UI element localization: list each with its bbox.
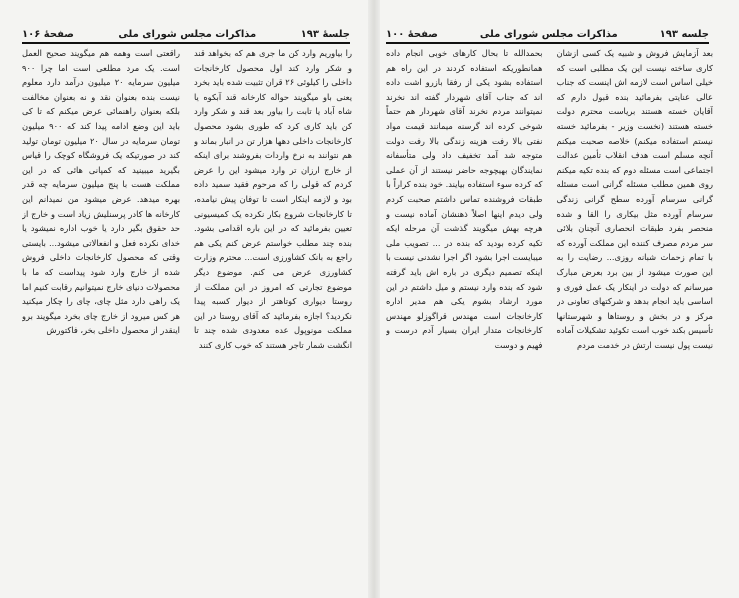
text-column-left: [22, 46, 180, 544]
column-text: را بیاوریم وارد کن ما جری هم که بخواهد قند و شکر وارد کند اول محصول کارخانجات داخلی را کیلوئی ۲۶ قران تثبیت شده باید بخرد یعنی باو میگویند حواله کارخانه قند آبکوه یا شاه آباد یا تابت را بیاور بعد قند و شکر وارد کن باید کاری کرد که طوری بشود محصول کارخانجات داخلی دهها هزار تن در انبار بماند و هم نتوانند به نرخ واردات بفروشند برای اینکه از خارج ارزان تر وارد میشود این را عرض کردم که قولی را که مرحوم فقید سمید داده بود و لازمه اینکار است تا توفان پیش نیامده، تا کارخانجات شروع بکار نکرده یک کمیسیونی تعیین بفرمائید که در این باره اقدامی بشود. بنده چند مطلب خواستم عرض کنم یکی هم راجع به بانک کشاورزی است... محترم وزارت کشاورزی عرض می کنم. موضوع دیگر موضوع تجارتی که امروز در این مملکت از روستا دیواری کوتاهتر از دیوار کسبه پیدا نکردید؟ اجازه بفرمائید که آقای روستا در این مملکت مونوپول عده معدودی شده چند تا انگشت شمار تاجر هستند که خوب کاری کنند: [194, 48, 352, 350]
header-rule: [22, 42, 350, 44]
text-columns: [386, 46, 713, 544]
running-title: مذاکرات مجلس شورای ملی: [118, 29, 257, 40]
right-page: [378, 0, 739, 598]
text-columns: [22, 46, 352, 544]
running-title: مذاکرات مجلس شورای ملی: [479, 29, 618, 40]
page-number: صفحهٔ ۱۰۶: [22, 29, 74, 40]
column-text: بحمدالله تا بحال کارهای خوبی انجام داده همانطوریکه استفاده کردند در این راه هم استفاده بشود یکی از رفقا بازرو اشت داده اند که جناب آقای شهردار گفته اند نخرند نمیتوانند مردم نخرند آقای شهردار هم حتماً شوخی کرده اند گرسنه میمانند قیمت مواد نفتی بالا رفت هزینه زندگی بالا رفت دولت متوجه شد آمد تخفیف داد ولی متأسفانه نمایندگان بهیچوجه حاضر نیستند از آن عملی که کرده سوء استفاده بیایند. خود بنده کراراً با طبقات فروشنده تماس داشتم صحبت کردم ولی دیدم اینها اصلاً ذهنشان آماده نیست و هرچه بهش میگویند گذشت آن مرحله ایکه تکیه کرده بودید که بنده در ... تصویب ملی میبایست اجرا بشود اگر اجرا نشدنی نیست با اینکه تصمیم دیگری در باره اش باید گرفته شود که بنده وارد نیستم و میل داشتم در این مورد ارشاد بشوم یکی هم مدیر اداره کارخانجات است مهندس قراگوزلو مهندس کارخانجات متدار ایران بسیار آدم درست و فهیم و دوست: [386, 48, 543, 350]
page-header: [386, 26, 709, 40]
text-column-left: [386, 46, 543, 544]
text-column-right: [557, 46, 714, 544]
column-text: بعد آزمایش فروش و شبیه یک کسی ازشان کاری ساخته نیست این یک مطلبی است که خیلی اساس است لازمه اش اینست که جناب عالی عنایتی بفرمائید بنده قبول دارم که آقایان خسته هستند بریاست محترم دولت خسته هستند (نخست وزیر - بفرمائید خسته نیستم استفاده میکنم) خلاصه صحبت میکنم آنچه مسلم است هدف انقلاب تأمین عدالت اجتماعی است مسئله دوم که بنده تکیه میکنم روی همین مطلب مسئله گرانی است مسئله گرانی سرسام آورده سطح گرانی زندگی سرسام آورده مثل بیکاری را القا و شده منحصر بفرد طبقات انحصاری آنچنان بلائی سر مردم مصرف کننده این مملکت آورده که با تمام زحمات شبانه روزی... رضایت را به این صورت میشود از بین برد بعرض مبارک میرسانم که دولت در اینکار یک عمل فوری و اساسی باید انجام بدهد و شرکتهای تعاونی در مرکز و در بخش و روستاها و شهرستانها تأسیس بکند خوب است تکوئید تشکیلات آماده نیست پول نیست ارتش در خدمت مردم: [556, 48, 713, 350]
page-number: صفحهٔ ۱۰۰: [386, 29, 438, 40]
column-text: راقعتی است وهمه هم میگویند صحیح العمل است. یک مرد مطلعی است اما چرا ۹۰۰ میلیون سرمایه ۲۰ میلیون درآمد دارد معلوم نیست بنده بعنوان نقد و نه بعنوان مخالفت بلکه بعنوان راهنمائی عرض میکنم که تا کی باید این وضع ادامه پیدا کند که ۹۰۰ میلیون تومان سرمایه در سال ۲۰ میلیون تومان تولید کند در صورتیکه یک فروشگاه کوچک را قیاس بگیرید میبینید که کمپانی هائی که در این مملکت هست با پنج میلیون سرمایه چه قدر بهره میدهد. عرض میشود من نمیدانم این کارخانه ها کادر پرسنلیش زیاد است و خارج از حد حقوق بگیر دارد یا خوب اداره نمیشود یا خدای نکرده فعل و انفعالاتی میشود... بایستی وقتی که محصول کارخانجات داخلی فروش شده از خارج وارد شود پیداست که ما با محصولات دنیای خارج نمیتوانیم رقابت کنیم اما یک راهی دارد مثل چای، چای را چکار میکنید هر کس میرود از خارج چای بخرد میگویند برو اینقدر از محصول داخلی بخر، فاکتورش: [22, 48, 180, 336]
session-label: جلسه ۱۹۳: [659, 29, 709, 40]
session-label: جلسهٔ ۱۹۳: [300, 29, 350, 40]
header-rule: [386, 42, 709, 44]
page-header: [22, 26, 350, 40]
text-column-right: [194, 46, 352, 512]
